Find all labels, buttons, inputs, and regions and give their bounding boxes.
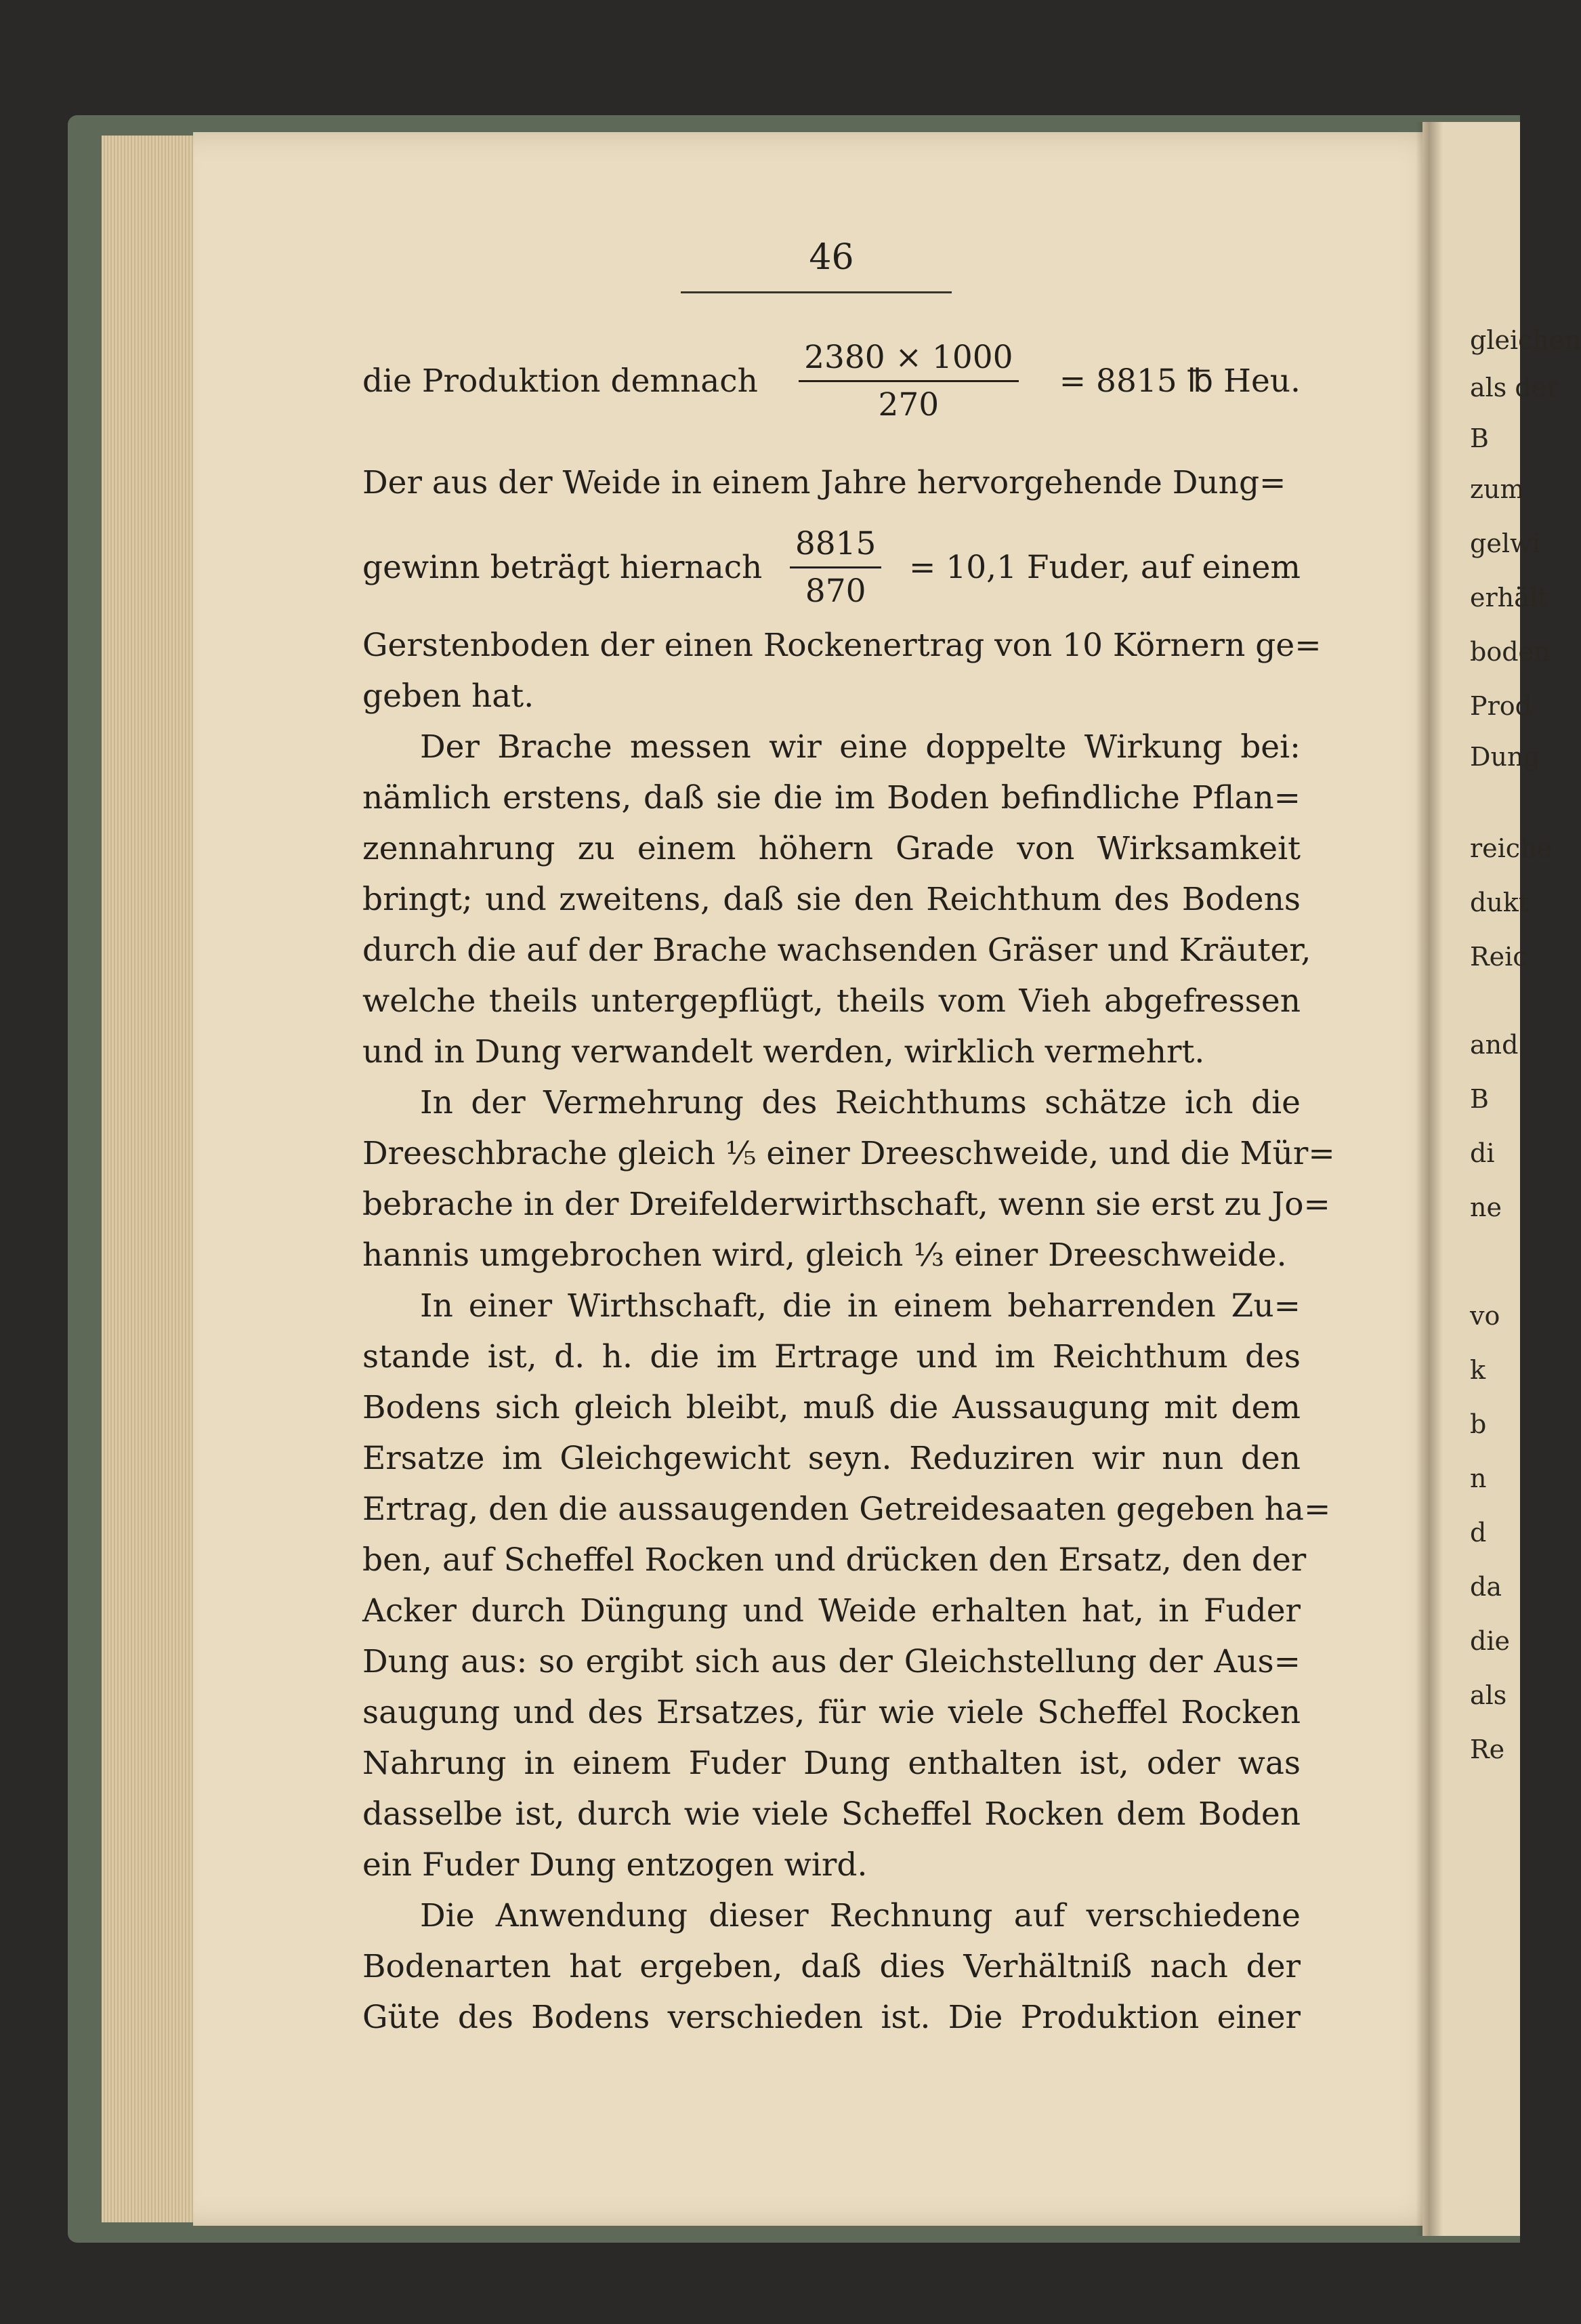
page-edges (102, 136, 196, 2222)
text-line: zennahrung zu einem höhern Grade von Wirksamkeit (362, 830, 1301, 867)
next-page-fragment: erhält (1470, 583, 1548, 613)
next-page-fragment: vo (1470, 1301, 1500, 1331)
text-line: Ersatze im Gleichgewicht seyn. Reduziren wir nun den (362, 1440, 1301, 1477)
equation-result: = 8815 ℔ Heu. (1059, 362, 1301, 400)
fraction-denominator: 270 (878, 386, 940, 423)
fraction (799, 339, 1018, 423)
fraction-denominator: 870 (805, 573, 866, 610)
text-line: In einer Wirthschaft, die in einem beharrenden Zu= (420, 1287, 1301, 1325)
fraction-numerator: 8815 (790, 525, 882, 568)
text-line: welche theils untergepflügt, theils vom Vieh abgefressen (362, 982, 1301, 1020)
equation-prefix: die Produktion demnach (362, 362, 758, 400)
next-page-fragment: boden (1470, 637, 1551, 667)
next-page-fragment: Re (1470, 1735, 1505, 1764)
next-page-fragment: als der (1470, 373, 1559, 402)
text-line: Bodenarten hat ergeben, daß dies Verhältniß nach der (362, 1948, 1301, 1985)
next-page-fragment: Reic (1470, 942, 1527, 972)
next-page-fragment: Dung (1470, 742, 1540, 772)
text-line: geben hat. (362, 678, 534, 715)
next-page-fragment: gleichen (1470, 325, 1581, 355)
text-line: Bodens sich gleich bleibt, muß die Aussaugung mit dem (362, 1389, 1301, 1426)
text-line: bebrache in der Dreifelderwirthschaft, wenn sie erst zu Jo= (362, 1186, 1330, 1223)
text-line: Acker durch Düngung und Weide erhalten hat, in Fuder (362, 1592, 1301, 1630)
text-line: Dreeschbrache gleich ⅕ einer Dreeschweide, und die Mür= (362, 1135, 1335, 1172)
text-line: In der Vermehrung des Reichthums schätze ich die (420, 1084, 1301, 1121)
next-page-fragment: da (1470, 1572, 1502, 1602)
next-page-fragment: zum (1470, 474, 1525, 504)
text-line: durch die auf der Brache wachsenden Gräser und Kräuter, (362, 932, 1311, 969)
text-line: nämlich erstens, daß sie die im Boden befindliche Pflan= (362, 779, 1301, 816)
text-line: und in Dung verwandelt werden, wirklich vermehrt. (362, 1033, 1205, 1071)
next-page-fragment: reiche (1470, 833, 1553, 863)
text-line: Gerstenboden der einen Rockenertrag von 10 Körnern ge= (362, 627, 1322, 664)
next-page-fragment: dukt (1470, 888, 1530, 917)
next-page-fragment: Prod (1470, 691, 1532, 721)
text-line: saugung und des Ersatzes, für wie viele Scheffel Rocken (362, 1694, 1301, 1731)
text-line: Der Brache messen wir eine doppelte Wirkung bei: (420, 728, 1301, 766)
next-page-fragment: gelwi (1470, 528, 1540, 558)
text-line: hannis umgebrochen wird, gleich ⅓ einer Dreeschweide. (362, 1237, 1287, 1274)
next-page-fragment: n (1470, 1464, 1487, 1493)
text-line: ein Fuder Dung entzogen wird. (362, 1846, 868, 1884)
equation-dung (362, 525, 1301, 610)
fraction-numerator: 2380 × 1000 (799, 339, 1018, 382)
text-line: stande ist, d. h. die im Ertrage und im Reichthum des (362, 1338, 1301, 1375)
fraction (790, 525, 882, 610)
text-line: dasselbe ist, durch wie viele Scheffel Rocken dem Boden (362, 1796, 1301, 1833)
next-page-fragment: ne (1470, 1192, 1502, 1222)
next-page-fragment: and (1470, 1030, 1519, 1060)
text-line: ben, auf Scheffel Rocken und drücken den Ersatz, den der (362, 1541, 1307, 1579)
next-page-fragment: B (1470, 1084, 1489, 1114)
next-page-fragment: b (1470, 1409, 1487, 1439)
text-line: Güte des Bodens verschieden ist. Die Produktion einer (362, 1999, 1301, 2036)
next-page-fragment: di (1470, 1138, 1495, 1168)
next-page-fragment: die (1470, 1626, 1510, 1656)
page-gutter (1416, 122, 1443, 2236)
text-line: Nahrung in einem Fuder Dung enthalten ist, oder was (362, 1745, 1301, 1782)
text-line: Dung aus: so ergibt sich aus der Gleichstellung der Aus= (362, 1643, 1301, 1680)
text-line: bringt; und zweitens, daß sie den Reichthum des Bodens (362, 881, 1301, 918)
text-line: Der aus der Weide in einem Jahre hervorgehende Dung= (362, 464, 1286, 501)
text-line: Ertrag, den die aussaugenden Getreidesaaten gegeben ha= (362, 1491, 1331, 1528)
equation-production (362, 339, 1301, 423)
page-number-rule (681, 291, 952, 293)
equation-result: = 10,1 Fuder, auf einem (909, 549, 1301, 586)
next-page-fragment: als (1470, 1680, 1507, 1710)
text-line: Die Anwendung dieser Rechnung auf verschiedene (420, 1897, 1301, 1934)
page-number: 46 (809, 237, 854, 278)
next-page-fragment: d (1470, 1518, 1487, 1548)
next-page-fragment: B (1470, 423, 1489, 453)
equation-prefix: gewinn beträgt hiernach (362, 549, 763, 586)
next-page-fragment: k (1470, 1355, 1486, 1385)
